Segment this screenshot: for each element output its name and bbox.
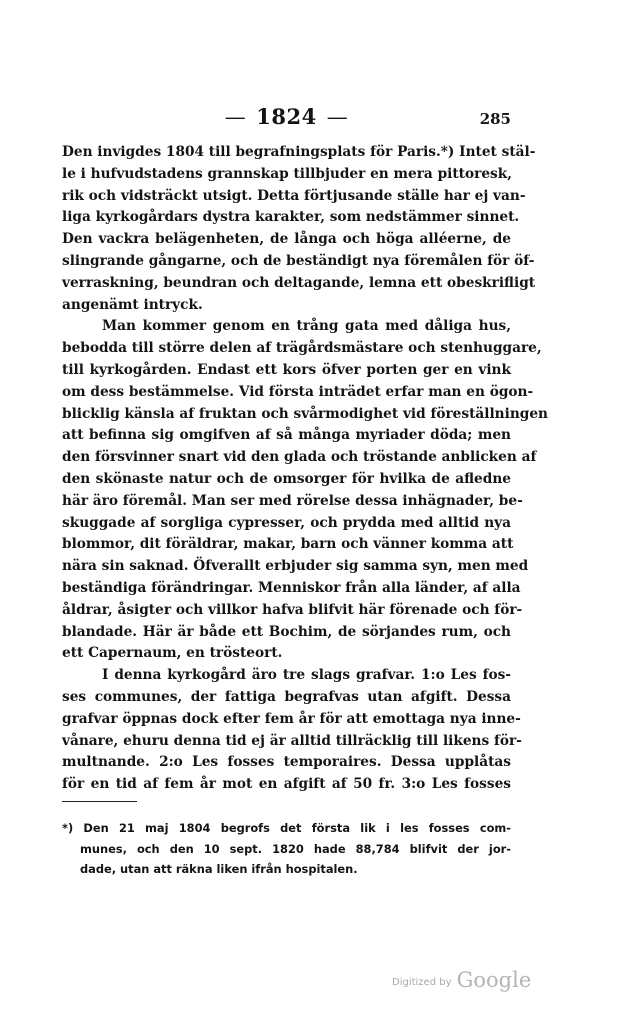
text-line: blommor, dit föräldrar, makar, barn och vänner komma att xyxy=(62,536,514,553)
text-line: ses communes, der fattiga begrafvas utan afgift. Dessa xyxy=(62,688,511,705)
text-line: åldrar, åsigter och villkor hafva blifvit här förenade och för- xyxy=(62,601,523,618)
text-line: blicklig känsla af fruktan och svårmodighet vid föreställningen xyxy=(62,405,549,422)
text-line: beständiga förändringar. Menniskor från alla länder, af alla xyxy=(62,579,521,596)
text-line: Den invigdes 1804 till begrafningsplats för Paris.*) Intet stäl- xyxy=(62,144,536,160)
text-line: den försvinner snart vid den glada och tröstande anblicken af xyxy=(62,449,537,466)
dash-left: — xyxy=(224,105,247,129)
year-heading: 1824 xyxy=(256,104,317,129)
footnote-line: *) Den 21 maj 1804 begrofs det första lik i les fosses com- xyxy=(62,821,511,835)
text-line: om dess bestämmelse. Vid första inträdet erfar man en ögon- xyxy=(62,383,534,400)
text-line: vånare, ehuru denna tid ej är alltid tillräcklig till likens för- xyxy=(62,732,522,749)
text-line: le i hufvudstadens grannskap tillbjuder en mera pittoresk, xyxy=(62,165,512,182)
running-title xyxy=(62,104,511,129)
text-line: grafvar öppnas dock efter fem år för att emottaga nya inne- xyxy=(62,710,521,727)
text-line: här äro föremål. Man ser med rörelse dessa inhägnader, be- xyxy=(62,492,523,509)
dash-right: — xyxy=(326,105,349,129)
running-head xyxy=(62,104,511,132)
text-line: rik och vidsträckt utsigt. Detta förtjusande ställe har ej van- xyxy=(62,187,526,204)
text-line: till kyrkogården. Endast ett kors öfver porten ger en vink xyxy=(62,361,511,378)
footnote-line: dade, utan att räkna liken ifrån hospitalen. xyxy=(80,862,358,876)
text-line: ett Capernaum, en trösteort. xyxy=(62,645,283,662)
text-line: angenämt intryck. xyxy=(62,296,203,313)
text-line: för en tid af fem år mot en afgift af 50 fr. 3:o Les fosses xyxy=(62,776,511,793)
text-line: att befinna sig omgifven af så många myriader döda; men xyxy=(62,427,511,444)
text-line: Man kommer genom en trång gata med dåliga hus, xyxy=(102,318,511,335)
watermark-prefix: Digitized by xyxy=(392,977,452,988)
text-line: nära sin saknad. Öfverallt erbjuder sig samma syn, men med xyxy=(62,558,529,575)
text-line: I denna kyrkogård äro tre slags grafvar. 1:o Les fos- xyxy=(102,667,511,684)
text-line: blandade. Här är både ett Bochim, de sörjandes rum, och xyxy=(62,623,511,640)
text-line: bebodda till större delen af trägårdsmästare och stenhuggare, xyxy=(62,340,542,357)
text-line: Den vackra belägenheten, de långa och höga alléerne, de xyxy=(62,231,511,248)
text-line: multnande. 2:o Les fosses temporaires. Dessa upplåtas xyxy=(62,754,511,771)
text-line: verraskning, beundran och deltagande, lemna ett obeskrifligt xyxy=(62,274,536,291)
footnote-line: munes, och den 10 sept. 1820 hade 88,784 blifvit der jor- xyxy=(80,841,511,856)
footnote-divider xyxy=(62,801,137,802)
text-line: skuggade af sorgliga cypresser, och prydda med alltid nya xyxy=(62,514,511,531)
text-line: liga kyrkogårdars dystra karakter, som nedstämmer sinnet. xyxy=(62,209,520,226)
digitized-by-watermark xyxy=(392,968,531,992)
text-line: slingrande gångarne, och de beständigt nya föremålen för öf- xyxy=(62,252,535,269)
google-logo: Google xyxy=(456,968,532,992)
page-number: 285 xyxy=(479,110,511,128)
body-text xyxy=(62,142,549,796)
text-line: den skönaste natur och de omsorger för hvilka de afledne xyxy=(62,470,511,487)
footnote xyxy=(62,818,511,880)
